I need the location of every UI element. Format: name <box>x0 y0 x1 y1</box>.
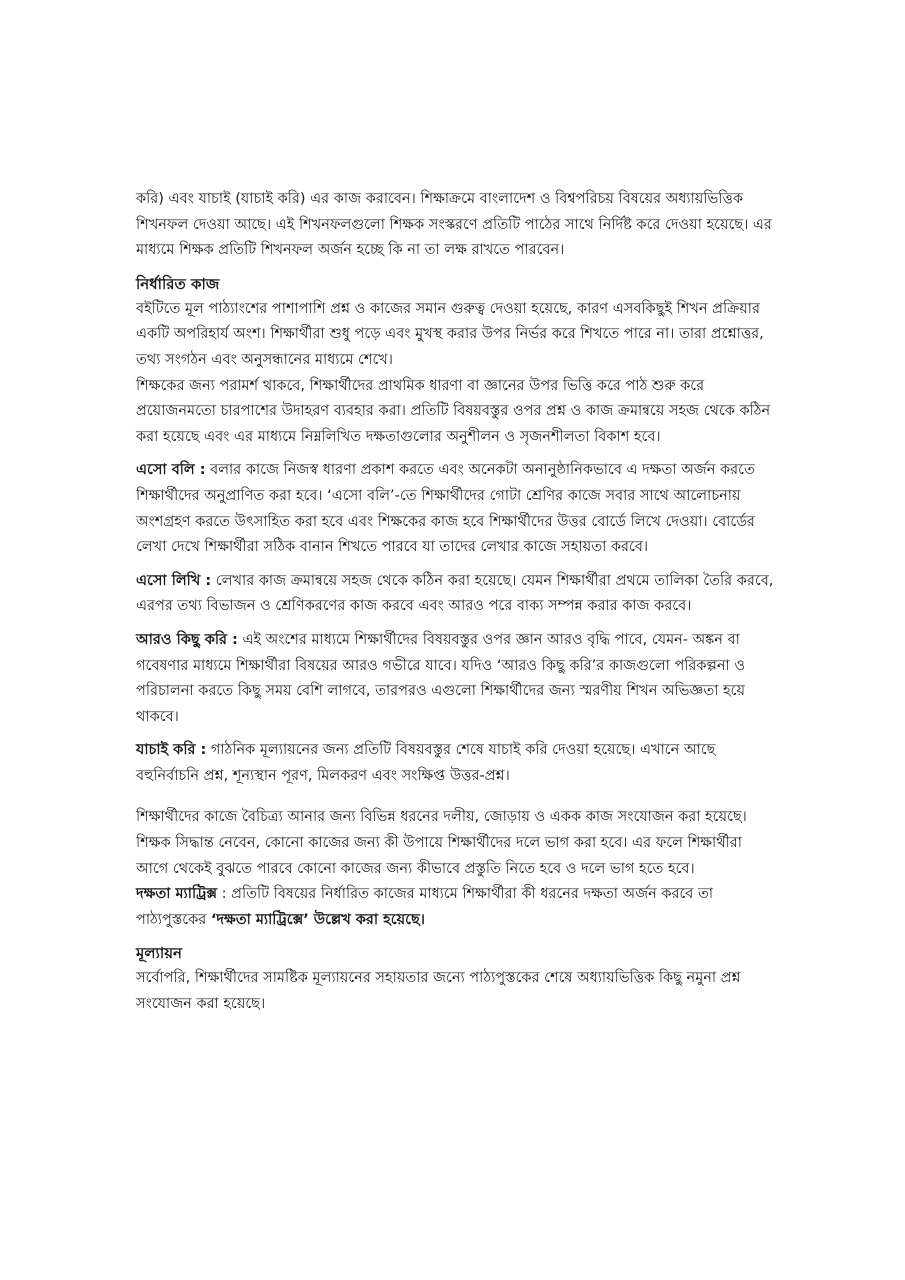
intro-paragraph: করি) এবং যাচাই (যাচাই করি) এর কাজ করাবেন। শিক্ষাক্রমে বাংলাদেশ ও বিশ্বপরিচয় বিষয়ের অধ্যায়ভিত্তিক শিখনফল দেওয়া আছে। এই শিখনফলগুলো শিক্ষক সংস্করণে প্রতিটি পাঠের সাথে নির্দিষ্ট করে দেওয়া হয়েছে। এর মাধ্যমে শিক্ষক প্রতিটি শিখনফল অর্জন হচ্ছে কি না তা লক্ষ রাখতে পারবেন। <box>136 191 772 259</box>
jachai-kori-text: গাঠনিক মূল্যায়নের জন্য প্রতিটি বিষয়বস্তুর শেষে যাচাই করি দেওয়া হয়েছে। এখানে আছে বহুনির্বাচনি প্রশ্ন, শূন্যস্থান পূরণ, মিলকরণ এবং সংক্ষিপ্ত উত্তর-প্রশ্ন। <box>136 742 716 784</box>
skill-matrix-bold-tail: ‘দক্ষতা ম্যাট্রিক্সে’ উল্লেখ করা হয়েছে। <box>210 911 425 928</box>
aro-kichu-kori-paragraph <box>136 628 776 730</box>
assigned-task-heading: নির্ধারিত কাজ <box>136 274 220 293</box>
eso-likhi-paragraph <box>136 569 776 620</box>
eso-likhi-text: লেখার কাজ ক্রমান্বয়ে সহজ থেকে কঠিন করা হয়েছে। যেমন শিক্ষার্থীরা প্রথমে তালিকা তৈরি করবে, এরপর তথ্য বিভাজন ও শ্রেণিকরণের কাজ করবে এবং আরও পরে বাক্য সম্পন্ন করার কাজ করবে। <box>136 572 774 615</box>
aro-kichu-kori-text: এই অংশের মাধ্যমে শিক্ষার্থীদের বিষয়বস্তুর ওপর জ্ঞান আরও বৃদ্ধি পাবে, যেমন- অঙ্কন বা গবেষণার মাধ্যমে শিক্ষার্থীরা বিষয়ের আরও গভীরে যাবে। যদিও ‘আরও কিছু করি’র কাজগুলো পরিকল্পনা ও পরিচালনা করতে কিছু সময় বেশি লাগবে, তারপরও এগুলো শিক্ষার্থীদের জন্য স্মরণীয় শিখন অভিজ্ঞতা হয়ে থাকবে। <box>136 631 746 725</box>
assessment-heading: মূল্যায়ন <box>136 944 182 963</box>
document-page <box>136 187 776 1018</box>
spacer <box>136 789 776 805</box>
eso-boli-label: এসো বলি : <box>136 462 206 479</box>
aro-kichu-kori-label: আরও কিছু করি : <box>136 631 238 648</box>
skill-matrix-text: : প্রতিটি বিষয়ের নির্ধারিত কাজের মাধ্যমে শিক্ষার্থীরা কী ধরনের দক্ষতা অর্জন করবে তা পাঠ্যপুস্তকের <box>136 886 714 928</box>
eso-boli-text: বলার কাজে নিজস্ব ধারণা প্রকাশ করতে এবং অনেকটা অনানুষ্ঠানিকভাবে এ দক্ষতা অর্জন করতে শিক্ষার্থীদের অনুপ্রাণিত করা হবে। ‘এসো বলি’-তে শিক্ষার্থীদের গোটা শ্রেণির কাজে সবার সাথে আলোচনায় অংশগ্রহণ করতে উৎসাহিত করা হবে এবং শিক্ষকের কাজ হবে শিক্ষার্থীদের উত্তর বোর্ডে লিখে দেওয়া। বোর্ডের লেখা দেখে শিক্ষার্থীরা সঠিক বানান শিখতে পারবে যা তাদের লেখার কাজে সহায়তা করবে। <box>136 462 755 556</box>
eso-boli-paragraph <box>136 458 776 560</box>
assessment-paragraph: সর্বোপরি, শিক্ষার্থীদের সামষ্টিক মূল্যায়নের সহায়তার জন্যে পাঠ্যপুস্তকের শেষে অধ্যায়ভিত্তিক কিছু নমুনা প্রশ্ন সংযোজন করা হয়েছে। <box>136 970 741 1013</box>
jachai-kori-label: যাচাই করি : <box>136 742 207 759</box>
eso-likhi-label: এসো লিখি : <box>136 572 212 589</box>
assigned-task-paragraph-1: বইটিতে মূল পাঠ্যাংশের পাশাপাশি প্রশ্ন ও কাজের সমান গুরুত্ব দেওয়া হয়েছে, কারণ এসবকিছুই শিখন প্রক্রিয়ার একটি অপরিহার্য অংশ। শিক্ষার্থীরা শুধু পড়ে এবং মুখস্থ করার উপর নির্ভর করে শিখতে পারে না। তারা প্রশ্নোত্তর, তথ্য সংগঠন এবং অনুসন্ধানের মাধ্যমে শেখে। <box>136 300 764 368</box>
group-work-paragraph: শিক্ষার্থীদের কাজে বৈচিত্র্য আনার জন্য বিভিন্ন ধরনের দলীয়, জোড়ায় ও একক কাজ সংযোজন করা হয়েছে। শিক্ষক সিদ্ধান্ত নেবেন, কোনো কাজের জন্য কী উপায়ে শিক্ষার্থীদের দলে ভাগ করা হবে। এর ফলে শিক্ষার্থীরা আগে থেকেই বুঝতে পারবে কোনো কাজের জন্য কীভাবে প্রস্তুতি নিতে হবে ও দলে ভাগ হতে হবে। <box>136 809 747 877</box>
skill-matrix-label: দক্ষতা ম্যাট্রিক্স <box>136 886 218 903</box>
skill-matrix-paragraph <box>136 882 776 933</box>
jachai-kori-paragraph <box>136 738 776 789</box>
assigned-task-paragraph-2: শিক্ষকের জন্য পরামর্শ থাকবে, শিক্ষার্থীদের প্রাথমিক ধারণা বা জ্ঞানের উপর ভিত্তি করে পাঠ শুরু করে প্রয়োজনমতো চারপাশের উদাহরণ ব্যবহার করা। প্রতিটি বিষয়বস্তুর ওপর প্রশ্ন ও কাজ ক্রমান্বয়ে সহজ থেকে কঠিন করা হয়েছে এবং এর মাধ্যমে নিম্নলিখিত দক্ষতাগুলোর অনুশীলন ও সৃজনশীলতা বিকাশ হবে। <box>136 377 771 445</box>
